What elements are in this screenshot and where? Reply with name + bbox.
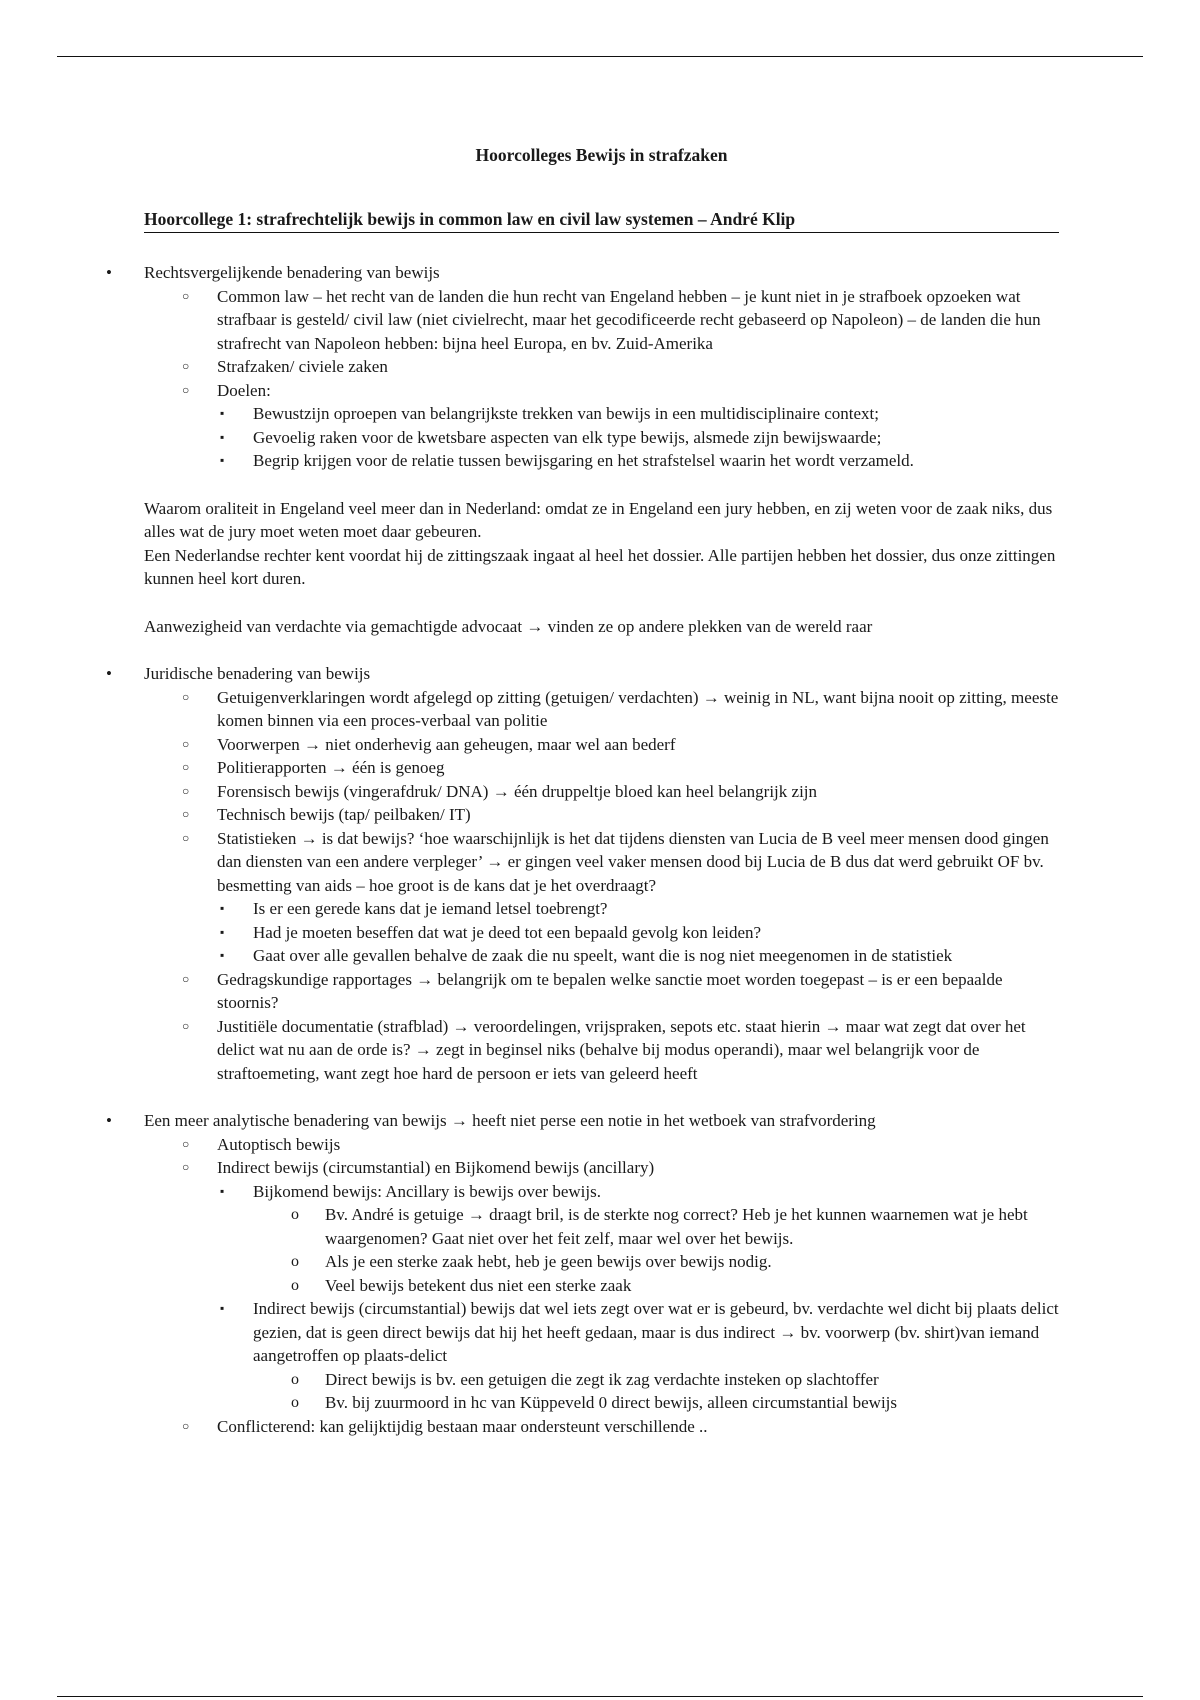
bullet-list-3 [144,1109,1059,1438]
list-item: o Bv. André is getuige → draagt bril, is de sterkte nog correct? Heb je het kunnen waarnemen wat je hebt waargenomen? Gaat niet over het feit zelf, maar wel over het bewijs. [325,1203,1059,1250]
paragraph: Waarom oraliteit in Engeland veel meer dan in Nederland: omdat ze in Engeland een jury hebben, en zij weten voor de zaak niks, dus alles wat de jury moet weten moet daar gebeuren. [144,498,1053,541]
list-item: ○ Autoptisch bewijs [217,1133,1059,1157]
list-item: ▪ Begrip krijgen voor de relatie tussen bewijsgaring en het strafstelsel waarin het wordt verzameld. [253,449,1059,473]
list-item: ○ Indirect bewijs (circumstantial) en Bijkomend bewijs (ancillary) ▪ Bijkomend bewijs: Ancillary is bewijs over bewijs. o Bv. André is getuige → draagt bril, is de sterkte nog correct? Heb je het kunnen waarnemen wat je hebt waargenomen? Gaat niet over het feit zelf, maar wel over het bewijs. o Als je een sterke zaak hebt, heb je geen bewijs over bewijs nodig. o Veel bewijs betekent dus niet een sterke zaak ▪ Indirect bewijs (circumstantial) bewijs dat wel iets zegt over wat er is gebeurd, bv. verdachte wel dicht bij plaats delict gezien, dat is geen direct bewijs dat hij het heeft gedaan, maar is dus indirect → bv. voorwerp (bv. shirt)van iemand aangetroffen op plaats-delict o Direct bewijs is bv. een getuigen die zegt ik zag verdachte insteken op slachtoffer o Bv. bij zuurmoord in hc van Küppeveld 0 direct bewijs, alleen circumstantial bewijs [217,1156,1059,1415]
list-item: o Direct bewijs is bv. een getuigen die zegt ik zag verdachte insteken op slachtoffer [325,1368,1059,1392]
list-item: ○ Strafzaken/ civiele zaken [217,355,1059,379]
list-item: ○ Forensisch bewijs (vingerafdruk/ DNA) → één druppeltje bloed kan heel belangrijk zijn [217,780,1059,804]
bullet-list-1 [144,261,1059,473]
list-item: ○ Conflicterend: kan gelijktijdig bestaan maar ondersteunt verschillende .. [217,1415,1059,1439]
paragraph: Aanwezigheid van verdachte via gemachtigde advocaat → vinden ze op andere plekken van de wereld raar [144,616,873,636]
list-item: ○ Politierapporten → één is genoeg [217,756,1059,780]
list-item: ○ Technisch bewijs (tap/ peilbaken/ IT) [217,803,1059,827]
document-title: Hoorcolleges Bewijs in strafzaken [475,145,728,165]
list-item: • Rechtsvergelijkende benadering van bewijs ○ Common law – het recht van de landen die hun recht van Engeland hebben – je kunt niet in je strafboek opzoeken wat strafbaar is gesteld/ civil law (niet civielrecht, maar het gecodificeerde recht gebaseerd op Napoleon) – de landen die hun strafrecht van Napoleon hebben: bijna heel Europa, en bv. Zuid-Amerika ○ Strafzaken/ civiele zaken ○ Doelen: ▪ Bewustzijn oproepen van belangrijkste trekken van bewijs in een multidisciplinaire context; ▪ Gevoelig raken voor de kwetsbare aspecten van elk type bewijs, alsmede zijn bewijswaarde; ▪ Begrip krijgen voor de relatie tussen bewijsgaring en het strafstelsel waarin het wordt verzameld. [144,261,1059,473]
bullet-list-2 [144,662,1059,1085]
document-page [144,144,1059,1438]
footer-rule [57,1696,1143,1697]
section-heading: Hoorcollege 1: strafrechtelijk bewijs in common law en civil law systemen – André Klip [144,208,1059,234]
list-item: ○ Getuigenverklaringen wordt afgelegd op zitting (getuigen/ verdachten) → weinig in NL, want bijna nooit op zitting, meeste komen binnen via een proces-verbaal van politie [217,686,1059,733]
list-item: o Veel bewijs betekent dus niet een sterke zaak [325,1274,1059,1298]
paragraph: Een Nederlandse rechter kent voordat hij de zittingszaak ingaat al heel het dossier. Alle partijen hebben het dossier, dus onze zittingen kunnen heel kort duren. [144,545,1056,588]
list-item: ○ Justitiële documentatie (strafblad) → veroordelingen, vrijspraken, sepots etc. staat hierin → maar wat zegt dat over het delict wat nu aan de orde is? → zegt in beginsel niks (behalve bij modus operandi), maar wel belangrijk voor de straftoemeting, want zegt hoe hard de persoon er iets van geleerd heeft [217,1015,1059,1086]
list-item: • Juridische benadering van bewijs ○ Getuigenverklaringen wordt afgelegd op zitting (getuigen/ verdachten) → weinig in NL, want bijna nooit op zitting, meeste komen binnen via een proces-verbaal van politie ○ Voorwerpen → niet onderhevig aan geheugen, maar wel aan bederf ○ Politierapporten → één is genoeg ○ Forensisch bewijs (vingerafdruk/ DNA) → één druppeltje bloed kan heel belangrijk zijn ○ Technisch bewijs (tap/ peilbaken/ IT) ○ Statistieken → is dat bewijs? ‘hoe waarschijnlijk is het dat tijdens diensten van Lucia de B veel meer mensen dood gingen dan diensten van een andere verpleger’ → er gingen veel vaker mensen dood bij Lucia de B dus dat werd gebruikt OF bv. besmetting van aids – hoe groot is de kans dat je het overdraagt? ▪ Is er een gerede kans dat je iemand letsel toebrengt? ▪ Had je moeten beseffen dat wat je deed tot een bepaald gevolg kon leiden? ▪ Gaat over alle gevallen behalve de zaak die nu speelt, want die is nog niet meegenomen in de statistiek ○ Gedragskundige rapportages → belangrijk om te bepalen welke sanctie moet worden toegepast – is er een bepaalde stoornis? ○ Justitiële documentatie (strafblad) → veroordelingen, vrijspraken, sepots etc. staat hierin → maar wat zegt dat over het delict wat nu aan de orde is? → zegt in beginsel niks (behalve bij modus operandi), maar wel belangrijk voor de straftoemeting, want zegt hoe hard de persoon er iets van geleerd heeft [144,662,1059,1085]
list-item: • Een meer analytische benadering van bewijs → heeft niet perse een notie in het wetboek van strafvordering ○ Autoptisch bewijs ○ Indirect bewijs (circumstantial) en Bijkomend bewijs (ancillary) ▪ Bijkomend bewijs: Ancillary is bewijs over bewijs. o Bv. André is getuige → draagt bril, is de sterkte nog correct? Heb je het kunnen waarnemen wat je hebt waargenomen? Gaat niet over het feit zelf, maar wel over het bewijs. o Als je een sterke zaak hebt, heb je geen bewijs over bewijs nodig. o Veel bewijs betekent dus niet een sterke zaak ▪ Indirect bewijs (circumstantial) bewijs dat wel iets zegt over wat er is gebeurd, bv. verdachte wel dicht bij plaats delict gezien, dat is geen direct bewijs dat hij het heeft gedaan, maar is dus indirect → bv. voorwerp (bv. shirt)van iemand aangetroffen op plaats-delict o Direct bewijs is bv. een getuigen die zegt ik zag verdachte insteken op slachtoffer o Bv. bij zuurmoord in hc van Küppeveld 0 direct bewijs, alleen circumstantial bewijs ○ Conflicterend: kan gelijktijdig bestaan maar ondersteunt verschillende .. [144,1109,1059,1438]
list-item: ▪ Gevoelig raken voor de kwetsbare aspecten van elk type bewijs, alsmede zijn bewijswaarde; [253,426,1059,450]
list-item: o Bv. bij zuurmoord in hc van Küppeveld 0 direct bewijs, alleen circumstantial bewijs [325,1391,1059,1415]
list-item: ○ Statistieken → is dat bewijs? ‘hoe waarschijnlijk is het dat tijdens diensten van Lucia de B veel meer mensen dood gingen dan diensten van een andere verpleger’ → er gingen veel vaker mensen dood bij Lucia de B dus dat werd gebruikt OF bv. besmetting van aids – hoe groot is de kans dat je het overdraagt? ▪ Is er een gerede kans dat je iemand letsel toebrengt? ▪ Had je moeten beseffen dat wat je deed tot een bepaald gevolg kon leiden? ▪ Gaat over alle gevallen behalve de zaak die nu speelt, want die is nog niet meegenomen in de statistiek [217,827,1059,968]
list-item: ▪ Indirect bewijs (circumstantial) bewijs dat wel iets zegt over wat er is gebeurd, bv. verdachte wel dicht bij plaats delict gezien, dat is geen direct bewijs dat hij het heeft gedaan, maar is dus indirect → bv. voorwerp (bv. shirt)van iemand aangetroffen op plaats-delict o Direct bewijs is bv. een getuigen die zegt ik zag verdachte insteken op slachtoffer o Bv. bij zuurmoord in hc van Küppeveld 0 direct bewijs, alleen circumstantial bewijs [253,1297,1059,1415]
list-item: ▪ Bijkomend bewijs: Ancillary is bewijs over bewijs. o Bv. André is getuige → draagt bril, is de sterkte nog correct? Heb je het kunnen waarnemen wat je hebt waargenomen? Gaat niet over het feit zelf, maar wel over het bewijs. o Als je een sterke zaak hebt, heb je geen bewijs over bewijs nodig. o Veel bewijs betekent dus niet een sterke zaak [253,1180,1059,1298]
header-rule [57,56,1143,57]
list-item: ○ Common law – het recht van de landen die hun recht van Engeland hebben – je kunt niet in je strafboek opzoeken wat strafbaar is gesteld/ civil law (niet civielrecht, maar het gecodificeerde recht gebaseerd op Napoleon) – de landen die hun strafrecht van Napoleon hebben: bijna heel Europa, en bv. Zuid-Amerika [217,285,1059,356]
list-item: ○ Gedragskundige rapportages → belangrijk om te bepalen welke sanctie moet worden toegepast – is er een bepaalde stoornis? [217,968,1059,1015]
list-item: ▪ Is er een gerede kans dat je iemand letsel toebrengt? [253,897,1059,921]
list-item: ○ Voorwerpen → niet onderhevig aan geheugen, maar wel aan bederf [217,733,1059,757]
list-item: o Als je een sterke zaak hebt, heb je geen bewijs over bewijs nodig. [325,1250,1059,1274]
list-item: ▪ Had je moeten beseffen dat wat je deed tot een bepaald gevolg kon leiden? [253,921,1059,945]
list-item: ▪ Gaat over alle gevallen behalve de zaak die nu speelt, want die is nog niet meegenomen in de statistiek [253,944,1059,968]
list-item: ○ Doelen: ▪ Bewustzijn oproepen van belangrijkste trekken van bewijs in een multidisciplinaire context; ▪ Gevoelig raken voor de kwetsbare aspecten van elk type bewijs, alsmede zijn bewijswaarde; ▪ Begrip krijgen voor de relatie tussen bewijsgaring en het strafstelsel waarin het wordt verzameld. [217,379,1059,473]
list-item: ▪ Bewustzijn oproepen van belangrijkste trekken van bewijs in een multidisciplinaire context; [253,402,1059,426]
